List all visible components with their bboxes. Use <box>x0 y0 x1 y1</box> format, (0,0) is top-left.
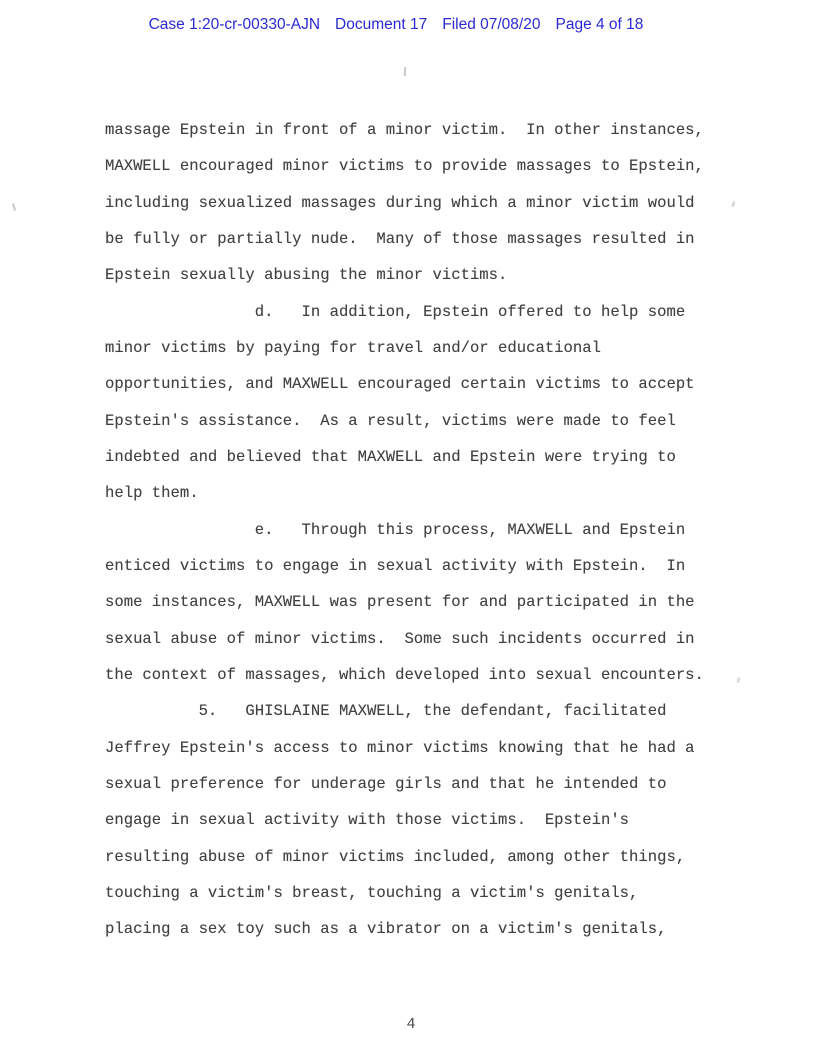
document-line: Epstein sexually abusing the minor victims. <box>105 266 508 285</box>
document-line: indebted and believed that MAXWELL and Epstein were trying to <box>105 447 676 466</box>
filed-date: Filed 07/08/20 <box>442 16 541 33</box>
document-line: opportunities, and MAXWELL encouraged certain victims to accept <box>105 375 695 394</box>
document-line: enticed victims to engage in sexual activity with Epstein. In <box>105 556 686 575</box>
document-line: sexual preference for underage girls and that he intended to <box>105 774 667 793</box>
document-line: engage in sexual activity with those victims. Epstein's <box>105 811 630 830</box>
case-number: Case 1:20-cr-00330-AJN <box>148 16 321 33</box>
document-line: 5. GHISLAINE MAXWELL, the defendant, facilitated <box>105 702 667 721</box>
document-line: MAXWELL encouraged minor victims to provide massages to Epstein, <box>105 157 704 176</box>
document-line: e. Through this process, MAXWELL and Epstein <box>105 520 686 539</box>
document-line: sexual abuse of minor victims. Some such incidents occurred in <box>105 629 695 648</box>
document-line: help them. <box>105 484 199 503</box>
document-line: touching a victim's breast, touching a victim's genitals, <box>105 883 639 902</box>
document-number: Document 17 <box>335 16 428 33</box>
document-line: including sexualized massages during which a minor victim would <box>105 193 695 212</box>
document-line: Jeffrey Epstein's access to minor victims knowing that he had a <box>105 738 695 757</box>
scan-artifact <box>404 67 406 76</box>
document-line: massage Epstein in front of a minor victim. In other instances, <box>105 121 704 139</box>
document-line: be fully or partially nude. Many of those massages resulted in <box>105 229 695 248</box>
document-line: minor victims by paying for travel and/or educational <box>105 338 601 357</box>
document-line: Epstein's assistance. As a result, victims were made to feel <box>105 411 676 430</box>
page-count: Page 4 of 18 <box>555 16 644 33</box>
document-line: placing a sex toy such as a vibrator on a victim's genitals, <box>105 920 667 939</box>
document-line: resulting abuse of minor victims included, among other things, <box>105 847 686 866</box>
scan-artifact <box>12 203 16 211</box>
document-line: d. In addition, Epstein offered to help some <box>105 302 686 321</box>
document-line: some instances, MAXWELL was present for and participated in the <box>105 593 695 612</box>
page-number: 4 <box>406 1016 416 1033</box>
document-body <box>105 112 765 948</box>
document-line: the context of massages, which developed into sexual encounters. <box>105 665 704 684</box>
pacer-header <box>0 14 804 36</box>
